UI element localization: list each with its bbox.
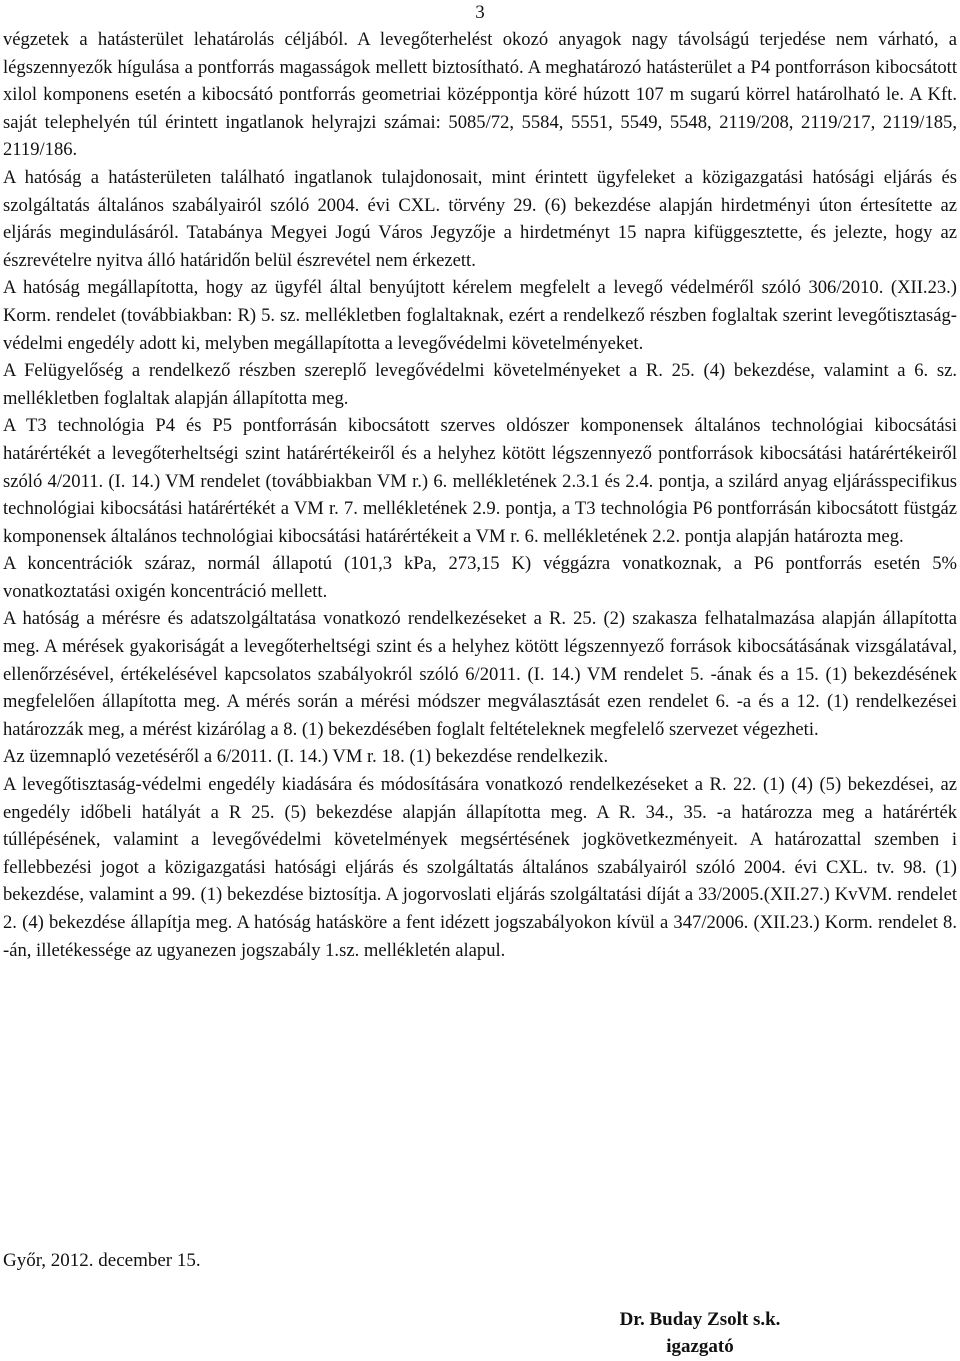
paragraph-logbook: Az üzemnapló vezetéséről a 6/2011. (I. 14.) VM r. 18. (1) bekezdése rendelkezik. [3,746,609,768]
paragraph-impact-area: végzetek a hatásterület lehatárolás céljából. A levegőterhelést okozó anyagok nagy távolságú terjedése nem várható, a légszennyezők hígulása a pontforrás magasságok mellett biztosítható. A meghatározó hatásterület a P4 pontforráson kibocsátott xilol komponens esetén a kibocsátó pontforrás geometriai középpontja köré húzott 107 m sugarú körrel határolható le. A Kft. saját telephelyén túl érintett ingatlanok helyrajzi számai: 5085/72, 5584, 5551, 5549, 5548, 2119/208, 2119/217, 2119/185, 2119/186. [3,29,957,161]
page-number: 3 [475,2,485,23]
document-body [3,26,957,964]
paragraph-notification: A hatóság a hatásterületen található ingatlanok tulajdonosait, mint érintett ügyfeleket a közigazgatási hatósági eljárás és szolgáltatás általános szabályairól szóló 2004. évi CXL. törvény 29. (6) bekezdése alapján hirdetményi úton értesítette az eljárás megindulásáról. Tatabánya Megyei Jogú Város Jegyzője a hirdetményt 15 napra kifüggesztette, és jelezte, hogy az észrevételre nyitva álló határidőn belül észrevétel nem érkezett. [3,166,957,271]
paragraph-emission-limits: A T3 technológia P4 és P5 pontforrásán kibocsátott szerves oldószer komponensek általános technológiai kibocsátási határértékét a levegőterheltségi szint határértékeiről és a helyhez kötött légszennyező pontforrások kibocsátási határértékeiről szóló 4/2011. (I. 14.) VM rendelet (továbbiakban VM r.) 6. mellékletének 2.3.1 és 2.4. pontja, a szilárd anyag eljárásspecifikus technológiai kibocsátási határértékét a VM r. 7. mellékletének 2.9. pontja, a T3 technológia P6 pontforrásán kibocsátott füstgáz komponensek általános technológiai kibocsátási határértékeit a VM r. 6. mellékletének 2.2. pontja alapján határozta meg. [3,415,957,547]
paragraph-legal-basis: A levegőtisztaság-védelmi engedély kiadására és módosítására vonatkozó rendelkezéseket a R. 22. (1) (4) (5) bekezdései, az engedély időbeli hatályát a R 25. (5) bekezdése alapján állapította meg. A R. 34., 35. -a határozza meg a határérték túllépésének, valamint a levegővédelmi követelmények megsértésének jogkövetkezményeit. A határozattal szemben i fellebbezési jogot a közigazgatási hatósági eljárás és szolgáltatás általános szabályairól szóló 2004. évi CXL. tv. 98. (1) bekezdése, valamint a 99. (1) bekezdése biztosítja. A jogorvoslati eljárás szolgáltatási díját a 33/2005.(XII.27.) KvVM. rendelet 2. (4) bekezdése állapítja meg. A hatóság hatásköre a fent idézett jogszabályokon kívül a 347/2006. (XII.23.) Korm. rendelet 8. -án, illetékessége az ugyanezen jogszabály 1.sz. mellékletén alapul. [3,774,957,961]
signatory-title: igazgató [666,1336,734,1357]
paragraph-requirements: A Felügyelőség a rendelkező részben szereplő levegővédelmi követelményeket a R. 25. (4) bekezdése, valamint a 6. sz. mellékletben foglaltak alapján állapította meg. [3,360,957,409]
signatory-name: Dr. Buday Zsolt s.k. [619,1309,781,1330]
paragraph-findings: A hatóság megállapította, hogy az ügyfél által benyújtott kérelem megfelelt a levegő védelméről szóló 306/2010. (XII.23.) Korm. rendelet (továbbiakban: R) 5. sz. mellékletben foglaltaknak, ezért a rendelkező részben foglaltak szerint levegőtisztaság-védelmi engedély adott ki, melyben megállapította a levegővédelmi követelményeket. [3,277,957,354]
signature-block [560,1306,840,1360]
date-line: Győr, 2012. december 15. [3,1250,201,1271]
paragraph-concentrations: A koncentrációk száraz, normál állapotú (101,3 kPa, 273,15 K) véggázra vonatkoznak, a P6 pontforrás esetén 5% vonatkoztatási oxigén koncentráció mellett. [3,553,957,602]
paragraph-measurement: A hatóság a mérésre és adatszolgáltatása vonatkozó rendelkezéseket a R. 25. (2) szakasza felhatalmazása alapján állapította meg. A mérések gyakoriságát a levegőterheltségi szint és a helyhez kötött légszennyező források kibocsátásának vizsgálatával, ellenőrzésével, értékelésével kapcsolatos szabályokról szóló 6/2011. (I. 14.) VM rendelet 5. -ának és a 15. (1) bekezdésének megfelelően állapította meg. A mérés során a mérési módszer megválasztását ezen rendelet 6. -a és a 12. (1) rendelkezései határozzák meg, a mérést kizárólag a 8. (1) bekezdésében foglalt feltételeknek megfelelő szervezet végezheti. [3,608,957,740]
